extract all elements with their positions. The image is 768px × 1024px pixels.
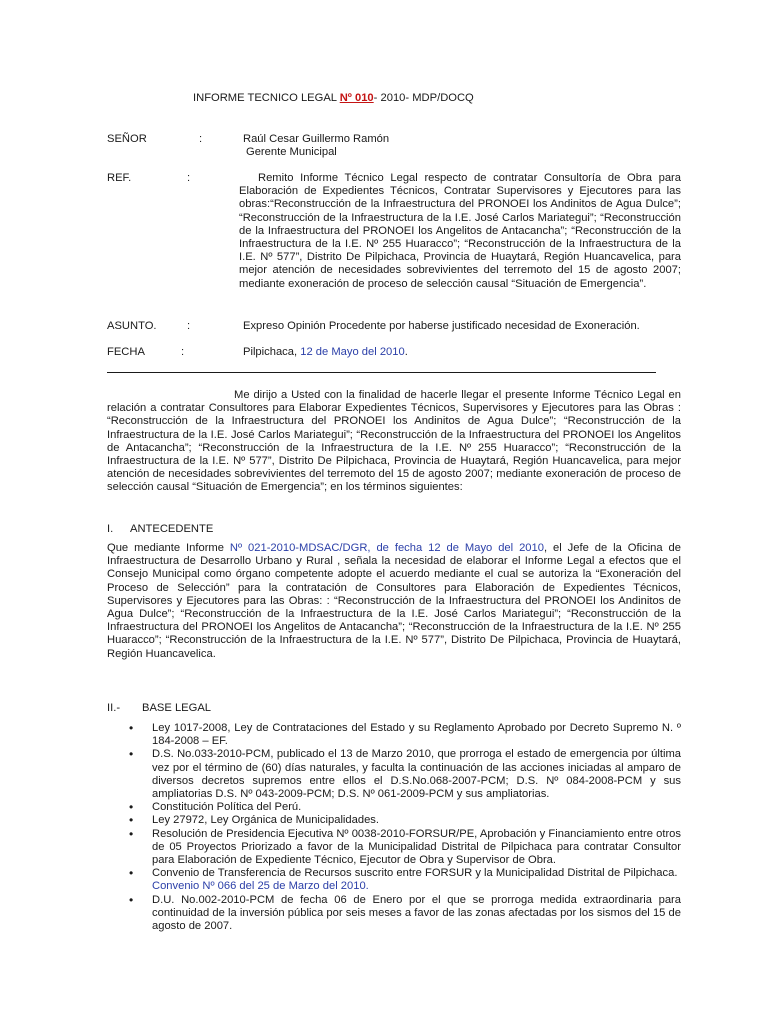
title-prefix: INFORME TECNICO LEGAL xyxy=(193,92,340,104)
asunto-label: ASUNTO. xyxy=(107,320,157,332)
fecha-end: . xyxy=(404,346,408,358)
fecha-value xyxy=(243,346,408,359)
list-item: • Constitución Política del Perú. xyxy=(107,801,681,814)
asunto-text: Expreso Opinión Procedente por haberse justificado necesidad de Exoneración. xyxy=(243,320,640,332)
senor-name: Raúl Cesar Guillermo Ramón xyxy=(243,133,390,145)
ref-label: REF. xyxy=(107,172,132,184)
senor-position: Gerente Municipal xyxy=(246,146,337,158)
list-item: • Resolución de Presidencia Ejecutiva Nº 0038-2010-FORSUR/PE, Aprobación y Financiamiento entre otros de 05 Proyectos Priorizado a favor de la Municipalidad Distrital de Pilpichaca para contratar Consultor para Elaboración de Expediente Técnico, Ejecutor de Obra y Supervisor de Obra. xyxy=(107,828,681,868)
antecedente-paragraph xyxy=(107,542,681,661)
title-suffix: - 2010- MDP/DOCQ xyxy=(373,92,474,104)
convenio-ref: Convenio Nº 066 del 25 de Marzo del 2010. xyxy=(152,880,369,893)
list-item: • D.U. No.002-2010-PCM de fecha 06 de Enero por el que se prorroga medida extraordinaria para continuidad de la inversión pública por seis meses a favor de las zonas afectadas por los sismos del 15 de agosto de 2007. xyxy=(107,894,681,934)
base-legal-list xyxy=(107,722,681,933)
base-legal-heading: BASE LEGAL xyxy=(142,702,212,714)
antecedente-pre: Que mediante Informe xyxy=(107,542,230,554)
fecha-place: Pilpichaca, xyxy=(243,346,301,358)
list-item: • D.S. No.033-2010-PCM, publicado el 13 de Marzo 2010, que prorroga el estado de emergencia por última vez por el término de (60) días naturales, y faculta la continuación de las acciones iniciadas al amparo de diversos decretos supremos entre ellos el D.S.No.068-2007-PCM; D.S. Nº 084-2008-PCM y sus ampliatorias D.S. Nº 043-2009-PCM; D.S. Nº 061-2009-PCM y sus ampliatorias. xyxy=(107,748,681,801)
antecedente-number: I. xyxy=(107,523,114,535)
senor-label: SEÑOR xyxy=(107,133,147,145)
senor-colon: : xyxy=(199,133,203,145)
antecedente-heading: ANTECEDENTE xyxy=(130,523,214,535)
asunto-colon: : xyxy=(187,320,191,332)
convenio-text: Convenio de Transferencia de Recursos suscrito entre FORSUR y la Municipalidad Distrital de Pilpichaca. xyxy=(152,867,678,880)
ref-colon: : xyxy=(187,172,191,184)
ref-text: Remito Informe Técnico Legal respecto de contratar Consultoría de Obra para Elaboración de Expedientes Técnicos, Contratar Supervisores y Ejecutores para las obras:“Reconstrucción de la Infraestructura del PRONOEI los Andinitos de Agua Dulce”; “Reconstrucción de la Infraestructura de la I.E. José Carlos Mariategui”; “Reconstrucción de la Infraestructura del PRONOEI los Angelitos de Antacancha”; “Reconstrucción de la Infraestructura de la I.E. Nº 255 Huaracco”; “Reconstrucción de la Infraestructura de la I.E. Nº 577”, Distrito De Pilpichaca, Provincia de Huaytará, Región Huancavelica, para mejor atención de necesidades sobrevivientes del terremoto del 15 de agosto 2007; mediante exoneración de proceso de selección causal “Situación de Emergencia”. xyxy=(239,172,681,290)
section-divider xyxy=(107,372,656,373)
fecha-date: 12 de Mayo del 2010 xyxy=(300,346,405,358)
list-item xyxy=(107,867,681,893)
antecedente-post: , el Jefe de la Oficina de Infraestructura de Desarrollo Urbano y Rural , señala la necesidad de elaborar el Informe Legal a efectos que el Consejo Municipal como órgano competente adopte el acuerdo mediante el cual se autoriza la “Exoneración del Proceso de Selección” para la contratación de Consultores para Elaboración de Expedientes Técnicos, Supervisores y Ejecutores para las Obras: : “Reconstrucción de la Infraestructura del PRONOEI los Andinitos de Agua Dulce”; “Reconstrucción de la Infraestructura de la I.E. José Carlos Mariategui”; “Reconstrucción de la Infraestructura del PRONOEI los Angelitos de Antacancha”; “Reconstrucción de la Infraestructura de la I.E. Nº 255 Huaracco”; “Reconstrucción de la Infraestructura de la I.E. Nº 577”, Distrito De Pilpichaca, Provincia de Huaytará, Región Huancavelica. xyxy=(107,542,682,660)
fecha-label: FECHA xyxy=(107,346,145,358)
base-legal-number: II.- xyxy=(107,702,121,714)
list-item: • Ley 27972, Ley Orgánica de Municipalidades. xyxy=(107,814,681,827)
title-number: Nº 010 xyxy=(339,92,374,104)
fecha-colon: : xyxy=(181,346,185,358)
intro-paragraph: Me dirijo a Usted con la finalidad de hacerle llegar el presente Informe Técnico Legal en relación a contratar Consultores para Elaborar Expedientes Técnicos, Supervisores y Ejecutores para las Obras : “Reconstrucción de la Infraestructura del PRONOEI los Andinitos de Agua Dulce”; “Reconstrucción de la Infraestructura de la I.E. José Carlos Mariategui”; “Reconstrucción de la Infraestructura del PRONOEI los Angelitos de Antacancha”; “Reconstrucción de la Infraestructura de la I.E. Nº 255 Huaracco”; “Reconstrucción de la Infraestructura de la I.E. Nº 577”, Distrito De Pilpichaca, Provincia de Huaytará, Región Huancavelica, para mejor atención de necesidades sobrevivientes del terremoto del 15 de agosto 2007; mediante exoneración de proceso de selección causal “Situación de Emergencia”; en los términos siguientes: xyxy=(107,389,681,494)
list-item: • Ley 1017-2008, Ley de Contrataciones del Estado y su Reglamento Aprobado por Decreto Supremo N. º 184-2008 – EF. xyxy=(107,722,681,748)
antecedente-ref: Nº 021-2010-MDSAC/DGR, de fecha 12 de Mayo del 2010 xyxy=(229,542,544,554)
document-title xyxy=(193,92,613,105)
